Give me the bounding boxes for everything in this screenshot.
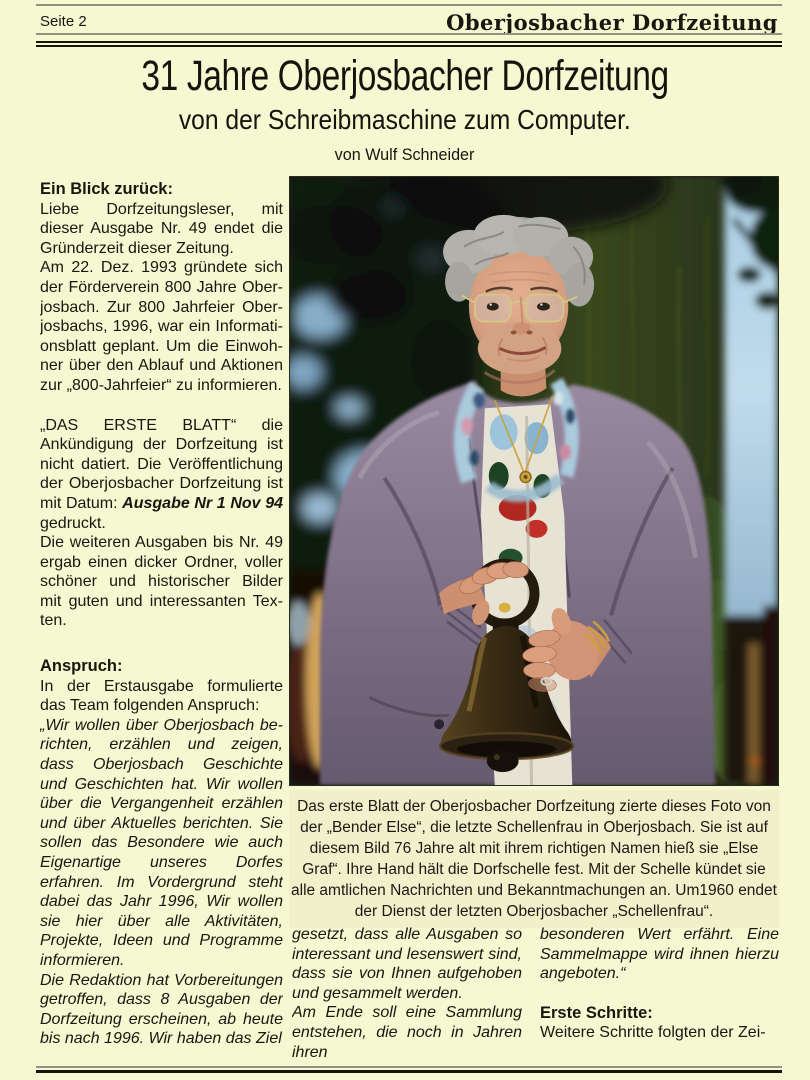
article-byline: von Wulf Schneider bbox=[335, 145, 475, 164]
sky-right bbox=[722, 177, 778, 785]
quote-paragraph: gesetzt, dass alle Ausgaben so interessant und lesenswert sind, dass sie von Ihnen aufgehoben und gesammelt werden. bbox=[292, 926, 522, 1002]
masthead-title: Oberjosbacher Dorfzeitung bbox=[446, 10, 778, 35]
paragraph: Die weiteren Ausgaben bis Nr. 49 ergab einen dicker Ordner, voller schöner und historischer Bilder mit guten und interessanten Texten. bbox=[40, 534, 283, 630]
paragraph-text: gedruckt. bbox=[40, 514, 106, 532]
quote-paragraph: Die Redaktion hat Vorbereitungen getroffen, dass 8 Ausgaben der Dorfzeitung erscheinen, ab heute bis nach 1996. Wir haben das Ziel bbox=[40, 971, 283, 1048]
photo-caption: Das erste Blatt der Oberjosbacher Dorfzeitung zierte dieses Foto von der „Bender Else“, die letzte Schellenfrau in Oberjosbach. Sie ist auf diesem Bild 76 Jahre alt mit ihrem richtigen Namen hieß sie „Else Graf“. Ihre Hand hält die Dorfschelle fest. Mit der Schelle kündet sie alle amtlichen Nachrichten und Bekanntmachungen an. Um1960 endet der Dienst der letzten Oberjosbacher „Schellenfrau“. bbox=[289, 790, 779, 928]
header-rule-top bbox=[36, 4, 782, 6]
header-rule-middle bbox=[36, 33, 782, 35]
quote-paragraph: besonderen Wert erfährt. Eine Sammelmappe wird ihnen hierzu angeboten.“ bbox=[540, 926, 779, 983]
paragraph bbox=[40, 416, 283, 534]
quote-paragraph: Am Ende soll eine Sammlung entstehen, die noch in Jahren ihren bbox=[292, 1004, 522, 1061]
issue-date-emphasis: Ausgabe Nr 1 Nov 94 bbox=[122, 494, 283, 512]
paragraph: Am 22. Dez. 1993 gründete sich der Förderverein 800 Jahre Oberjosbach. Zur 800 Jahrfeier Oberjosbachs, 1996, war ein Informationsblatt geplant. Um die Einwohner über den Ablauf und Aktionen zur „800-Jahrfeier“ zu informieren. bbox=[40, 259, 283, 394]
footer-rule-grey bbox=[36, 1066, 782, 1068]
article-header bbox=[0, 52, 810, 165]
header-rule-bottom bbox=[36, 41, 782, 47]
article-title: 31 Jahre Oberjosbacher Dorfzeitung bbox=[141, 52, 669, 100]
paragraph: Weitere Schritte folgten der Zei- bbox=[540, 1024, 766, 1042]
bottom-right-column bbox=[540, 925, 779, 1063]
page-number: Seite 2 bbox=[40, 13, 87, 30]
quote-paragraph: „Wir wollen über Oberjosbach berichten, erzählen und zeigen, dass Oberjosbach Geschichte und Geschichten hat. Wir wollen über die Vergangenheit erzählen und über Aktuelles berichten. Sie sollen das Besondere wie auch Eigenartige unseres Dorfes erfahren. Im Vordergrund steht dabei das Jahr 1996, Wir wollen sie hier über alle Aktivitäten, Projekte, Ideen und Programme informieren. bbox=[40, 716, 283, 969]
photo-bender-else bbox=[289, 176, 779, 786]
bell-clapper bbox=[487, 750, 519, 772]
left-column bbox=[40, 180, 283, 1049]
article-subtitle: von der Schreibmaschine zum Computer. bbox=[179, 104, 631, 135]
bottom-middle-column bbox=[292, 925, 522, 1063]
photo-illustration bbox=[290, 177, 778, 785]
paragraph: Liebe Dorfzeitungsleser, mit dieser Ausgabe Nr. 49 endet die Gründerzeit dieser Zeitung. bbox=[40, 200, 283, 257]
header bbox=[40, 10, 778, 34]
footer-rule-dark bbox=[36, 1070, 782, 1073]
paragraph: In der Erstausgabe formulierte das Team folgenden Anspruch: bbox=[40, 677, 283, 715]
section-heading-ein-blick: Ein Blick zurück: bbox=[40, 180, 173, 198]
paragraph-text: „DAS ERSTE BLATT“ die Ankündigung der Dorfzeitung ist nicht datiert. Die Veröffentlichung der Oberjosbacher Dorfzeitung ist mit Datum: bbox=[40, 416, 283, 512]
section-heading-anspruch: Anspruch: bbox=[40, 657, 123, 676]
section-heading-erste-schritte: Erste Schritte: bbox=[540, 1003, 653, 1022]
